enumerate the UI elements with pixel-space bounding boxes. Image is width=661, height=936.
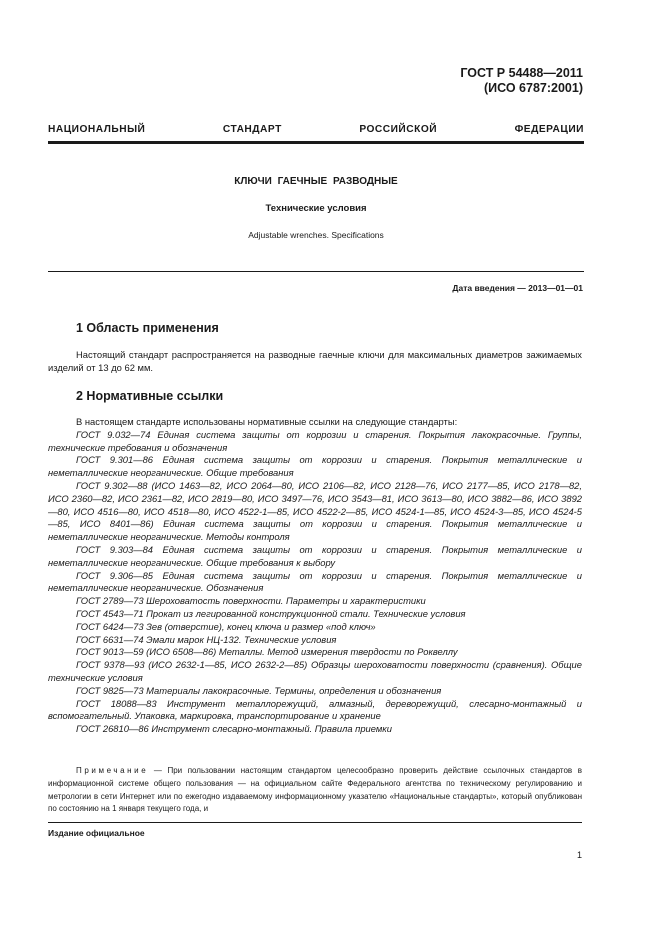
banner-word: ФЕДЕРАЦИИ	[514, 124, 584, 135]
reference-item: ГОСТ 9.032—74 Единая система защиты от коррозии и старения. Покрытия лакокрасочные. Группы, технические требования и обозначения	[48, 428, 582, 453]
reference-item: ГОСТ 6631—74 Эмали марок НЦ-132. Технические условия	[76, 633, 337, 645]
banner-word: НАЦИОНАЛЬНЫЙ	[48, 124, 146, 135]
header-divider	[48, 141, 584, 144]
note-text: — При пользовании настоящим стандартом целесообразно проверить действие ссылочных стандартов в информационной системе общего пользования — на официальном сайте Федерального агентства по техническому регулированию и метрологии в сети Интернет или по ежегодно издаваемому информационному указателю «Национальные стандарты», который опубликован по состоянию на 1 января текущего года, и	[48, 766, 582, 814]
note-paragraph	[48, 765, 582, 816]
reference-item: ГОСТ 9378—93 (ИСО 2632-1—85, ИСО 2632-2—85) Образцы шероховатости поверхности (сравнения). Общие технические условия	[48, 659, 582, 683]
iso-code: (ИСО 6787:2001)	[484, 81, 583, 95]
page-number: 1	[576, 850, 582, 860]
standard-code: ГОСТ Р 54488—2011	[460, 66, 583, 80]
reference-item: ГОСТ 6424—73 Зев (отверстие), конец ключа и размер «под ключ»	[76, 620, 376, 632]
note-block	[48, 765, 582, 816]
banner-word: СТАНДАРТ	[222, 124, 282, 135]
reference-item: ГОСТ 26810—86 Инструмент слесарно-монтажный. Правила приемки	[76, 723, 392, 735]
section-1-heading: 1 Область применения	[76, 321, 219, 335]
english-title: Adjustable wrenches. Specifications	[248, 230, 384, 240]
official-edition-label: Издание официальное	[48, 828, 145, 838]
document-title: КЛЮЧИ ГАЕЧНЫЕ РАЗВОДНЫЕ	[234, 176, 398, 187]
section-2-body	[48, 416, 582, 736]
banner-word: РОССИЙСКОЙ	[359, 124, 438, 135]
section-1-body	[48, 349, 582, 375]
reference-item: ГОСТ 18088—83 Инструмент металлорежущий, алмазный, дереворежущий, слесарно-монтажный и вспомогательный. Упаковка, маркировка, транспортирование и хранение	[48, 697, 582, 722]
reference-item: ГОСТ 9825—73 Материалы лакокрасочные. Термины, определения и обозначения	[76, 684, 442, 696]
reference-item: ГОСТ 9013—59 (ИСО 6508—86) Металлы. Метод измерения твердости по Роквеллу	[76, 646, 458, 658]
reference-item: ГОСТ 4543—71 Прокат из легированной конструкционной стали. Технические условия	[76, 607, 466, 619]
document-subtitle: Технические условия	[265, 203, 367, 214]
title-divider	[48, 271, 584, 272]
references-intro: В настоящем стандарте использованы нормативные ссылки на следующие стандарты:	[76, 416, 458, 427]
introduction-date: Дата введения — 2013—01—01	[452, 283, 583, 293]
footer-divider	[48, 822, 582, 823]
reference-item: ГОСТ 9.301—86 Единая система защиты от коррозии и старения. Покрытия металлические и неметаллические неорганические. Общие требования	[48, 454, 582, 479]
standard-code-block	[460, 66, 583, 96]
scope-paragraph: Настоящий стандарт распространяется на разводные гаечные ключи для максимальных диаметров зажимаемых изделий от 13 до 62 мм.	[48, 349, 582, 373]
section-2-heading: 2 Нормативные ссылки	[76, 389, 224, 403]
note-label: Примечание	[76, 766, 149, 775]
reference-item: ГОСТ 9.303—84 Единая система защиты от коррозии и старения. Покрытия металлические и неметаллические неорганические. Общие требования к выбору	[48, 543, 582, 568]
reference-item: ГОСТ 9.302—88 (ИСО 1463—82, ИСО 2064—80, ИСО 2106—82, ИСО 2128—76, ИСО 2177—85, ИСО 2178—82, ИСО 2360—82, ИСО 2361—82, ИСО 2819—80, ИСО 3497—76, ИСО 3543—81, ИСО 3613—80, ИСО 3882—86, ИСО 3892—80, ИСО 4516—80, ИСО 4518—80, ИСО 4522-1—85, ИСО 4522-2—85, ИСО 4524-1—85, ИСО 4524-3—85, ИСО 4524-5—85, ИСО 8401—86) Единая система защиты от коррозии и старения. Покрытия металлические и неметаллические неорганические. Методы контроля	[48, 479, 582, 543]
national-standard-banner	[48, 124, 584, 135]
reference-item: ГОСТ 9.306—85 Единая система защиты от коррозии и старения. Покрытия металлические и неметаллические неорганические. Обозначения	[48, 569, 582, 594]
reference-item: ГОСТ 2789—73 Шероховатость поверхности. Параметры и характеристики	[76, 595, 426, 607]
